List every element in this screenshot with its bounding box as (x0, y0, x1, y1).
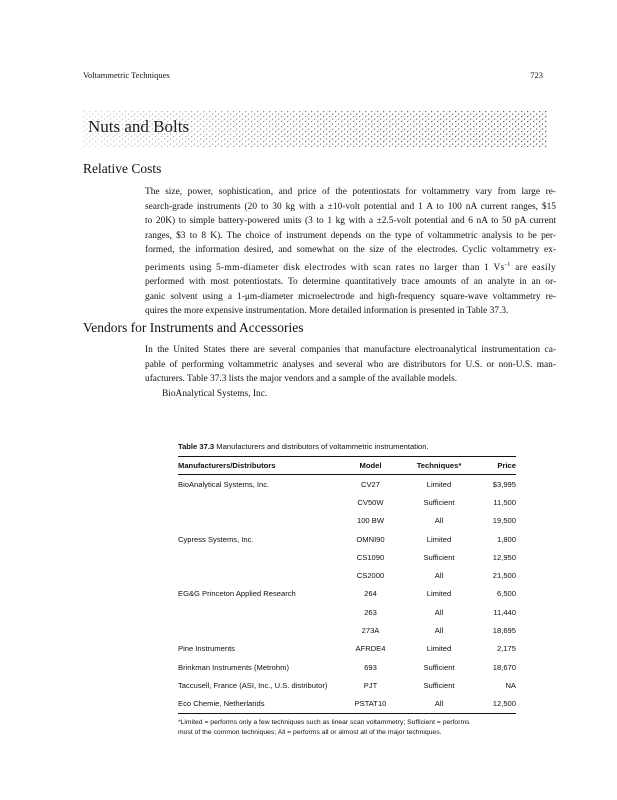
table-caption-text: Manufacturers and distributors of voltammetric instrumentation. (216, 442, 429, 451)
cell-techniques: Sufficient (423, 680, 455, 690)
vendors-paragraph (145, 343, 556, 387)
table-row (178, 548, 516, 566)
cell-manufacturer: Brinkman Instruments (Metrohm) (178, 662, 289, 672)
table-header-row (178, 457, 516, 474)
line-text: periments using 5-mm-diameter disk electrodes with scan rates no larger than 1 Vs (145, 262, 505, 273)
paragraph-line: The size, power, sophistication, and price of the potentiostats for voltammetry vary from large re- (145, 187, 556, 197)
table-row (178, 475, 516, 493)
cell-model: PJT (363, 680, 378, 690)
cell-price: 18,670 (492, 662, 516, 672)
cell-price: 11,440 (493, 607, 516, 617)
paragraph-line: quires the more expensive instrumentation. More detailed information is presented in Table 37.3. (145, 306, 509, 317)
cell-techniques: All (434, 516, 444, 526)
paragraph-line: formed, the information desired, and somewhat on the size of the electrodes. Cyclic voltammetry ex- (145, 245, 556, 255)
table-row (178, 658, 516, 676)
table-caption (178, 442, 516, 451)
cell-manufacturer (178, 493, 338, 511)
cell-model: 693 (364, 662, 377, 672)
table-footnote (178, 718, 516, 738)
cell-price: $3,995 (492, 479, 516, 489)
table-row (178, 585, 516, 603)
superscript: -1 (504, 260, 511, 268)
table-row (178, 640, 516, 658)
line-tail: are easily (510, 262, 557, 273)
cell-model: CV27 (361, 479, 380, 489)
vendor-name: BioAnalytical Systems, Inc. (162, 389, 268, 399)
table-row (178, 493, 516, 511)
table-row (178, 695, 516, 713)
cell-techniques: All (434, 626, 444, 636)
table-row (178, 566, 516, 584)
table-row (178, 512, 516, 530)
cell-manufacturer: BioAnalytical Systems, Inc. (178, 479, 270, 489)
cell-techniques: Limited (426, 479, 452, 489)
cell-techniques: Limited (426, 534, 452, 544)
paragraph-line: pable of performing voltammetric analyses and several who are distributors for U.S. or non-U.S. man- (145, 359, 556, 370)
cell-techniques: Sufficient (423, 552, 455, 562)
cell-techniques: Sufficient (423, 662, 455, 672)
cell-model: PSTAT10 (354, 699, 387, 709)
table-row (178, 676, 516, 694)
table-row (178, 603, 516, 621)
paragraph-line: to 20K) to simple battery-powered units (3 to 1 kg with a ±2.5-volt potential and 6 nA to 50 pA current (145, 216, 556, 226)
paragraph-line: ganic solvent using a 1-μm-diameter microelectrode and high-frequency square-wave voltammetry re- (145, 291, 556, 302)
cell-manufacturer (178, 512, 338, 530)
cell-model: 100 BW (356, 516, 384, 526)
table-bottom-rule (178, 713, 516, 714)
paragraph-line: ufacturers. Table 37.3 lists the major vendors and a sample of the available models. (145, 374, 458, 384)
section-banner (83, 111, 547, 147)
cell-price: 11,500 (493, 497, 516, 507)
cell-price: 1,800 (496, 534, 516, 544)
cell-price: 6,500 (496, 589, 516, 599)
cell-manufacturer: Pine Instruments (178, 644, 235, 654)
table-row (178, 530, 516, 548)
cell-model: OMNI90 (356, 534, 385, 544)
header-techniques: Techniques* (416, 461, 462, 470)
cell-manufacturer (178, 621, 338, 639)
running-head-title: Voltammetric Techniques (83, 70, 170, 80)
cell-model: CS2000 (356, 571, 385, 581)
paragraph-line: performed with most potentiostats. To determine quantitatively trace amounts of an analyte in an or- (145, 277, 556, 288)
cell-model: AFRDE4 (355, 644, 386, 654)
banner-title: Nuts and Bolts (88, 117, 190, 136)
cell-price: NA (505, 680, 516, 690)
paragraph-line: search-grade instruments (20 to 30 kg with a ±10-volt potential and 1 A to 100 nA current ranges, $15 (145, 201, 556, 212)
footnote-line: *Limited = performs only a few techniques such as linear scan voltammetry; Sufficient = performs (178, 718, 470, 726)
cell-model: 264 (364, 589, 377, 599)
table-row (178, 621, 516, 639)
cell-manufacturer: Eco Chemie, Netherlands (178, 699, 265, 709)
cell-manufacturer (178, 548, 338, 566)
cell-manufacturer: Taccusell, France (ASI, Inc., U.S. distributor) (178, 680, 328, 690)
header-manufacturers: Manufacturers/Distributors (178, 461, 276, 470)
cell-techniques: All (434, 571, 444, 581)
relative-costs-paragraph (145, 185, 556, 319)
paragraph-line: In the United States there are several companies that manufacture electroanalytical instrumentation ca- (145, 345, 556, 355)
paragraph-line-with-superscript (145, 258, 556, 276)
cell-manufacturer: EG&G Princeton Applied Research (178, 589, 296, 599)
running-head (83, 70, 543, 80)
footnote-line: most of the common techniques; All = performs all or almost all of the major techniques. (178, 729, 442, 737)
cell-model: 273A (361, 626, 380, 636)
cell-manufacturer: Cypress Systems, Inc. (178, 534, 254, 544)
cell-price: 18,695 (492, 626, 516, 636)
header-price: Price (497, 461, 516, 470)
cell-techniques: Sufficient (423, 497, 455, 507)
section-heading-relative-costs: Relative Costs (83, 161, 162, 176)
paragraph-line: ranges, $3 to 8 K). The choice of instrument depends on the type of voltammetric analysis to be per- (145, 230, 556, 241)
cell-model: CV50W (357, 497, 384, 507)
cell-manufacturer (178, 603, 338, 621)
cell-price: 19,500 (492, 516, 516, 526)
cell-price: 2,175 (496, 644, 516, 654)
header-model: Model (359, 461, 382, 470)
cell-techniques: Limited (426, 589, 452, 599)
vendor-table-body (178, 475, 516, 713)
page-number: 723 (530, 70, 543, 80)
cell-techniques: All (434, 699, 444, 709)
vendor-table (178, 457, 516, 474)
cell-price: 12,950 (492, 552, 516, 562)
section-heading-vendors: Vendors for Instruments and Accessories (83, 320, 304, 335)
cell-price: 21,500 (492, 571, 516, 581)
cell-price: 12,500 (492, 699, 516, 709)
cell-techniques: All (434, 607, 444, 617)
cell-model: CS1090 (356, 552, 385, 562)
table-caption-label: Table 37.3 (178, 442, 215, 451)
table-37-3 (178, 442, 516, 738)
cell-manufacturer (178, 566, 338, 584)
cell-techniques: Limited (426, 644, 452, 654)
cell-model: 263 (364, 607, 377, 617)
